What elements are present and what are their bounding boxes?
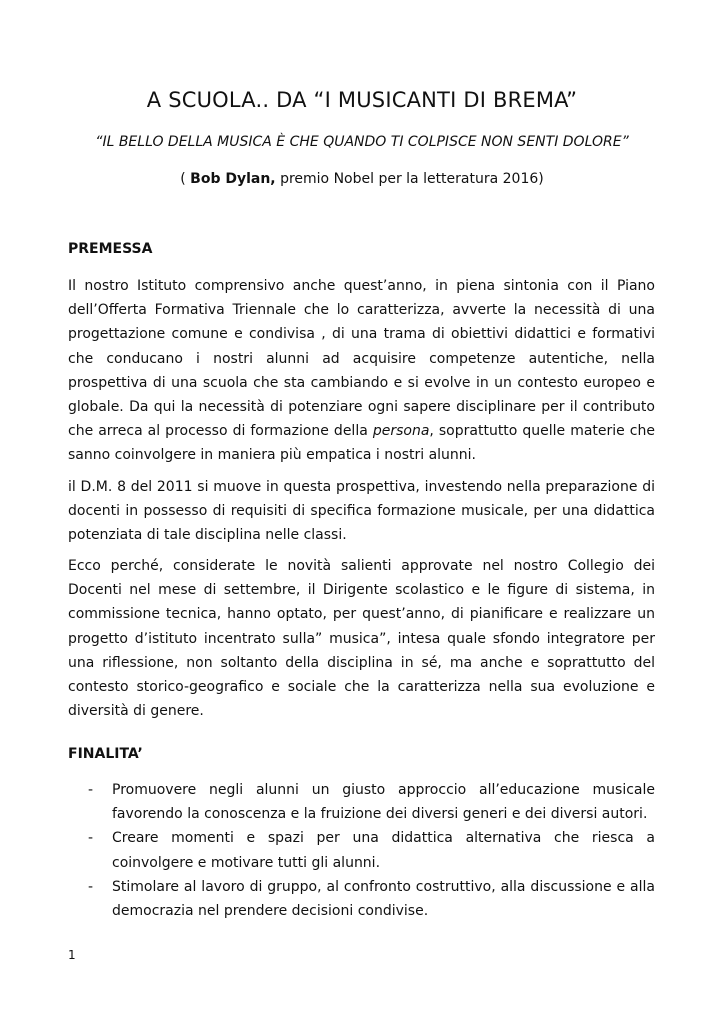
list-item	[68, 875, 655, 923]
premessa-paragraph-1	[68, 274, 655, 468]
page-number: 1	[68, 948, 76, 962]
paragraph-1-text-b: , soprattutto quelle materie che sanno coinvolgere in maniera più empatica i nostri alunni.	[68, 423, 655, 464]
premessa-paragraph-3: Ecco perché, considerate le novità salienti approvate nel nostro Collegio dei Docenti nel mese di settembre, il Dirigente scolastico e le figure di sistema, in commissione tecnica, hanno optato, per quest’anno, di pianificare e realizzare un progetto d’istituto incentrato sulla” musica”, intesa quale sfondo integratore per una riflessione, non soltanto della disciplina in sé, ma anche e soprattutto del contesto storico-geografico e sociale che la caratterizza nella sua evoluzione e diversità di genere.	[68, 558, 655, 720]
finalita-heading: FINALITA’	[68, 746, 143, 762]
premessa-heading: PREMESSA	[68, 241, 153, 257]
attribution-rest: premio Nobel per la letteratura 2016)	[275, 171, 544, 187]
quote-attribution	[0, 171, 724, 187]
list-item	[68, 778, 655, 826]
bullet-dash: -	[88, 878, 94, 895]
paragraph-1-emphasis: persona	[372, 423, 430, 440]
list-item	[68, 826, 655, 874]
document-title: A SCUOLA.. DA “I MUSICANTI DI BREMA”	[146, 88, 578, 112]
finalita-list	[68, 778, 655, 923]
attribution-author: Bob Dylan,	[190, 171, 276, 187]
paragraph-1-text-a: Il nostro Istituto comprensivo anche quest’anno, in piena sintonia con il Piano dell’Offerta Formativa Triennale che lo caratterizza, avverte la necessità di una progettazione comune e condivisa , di una trama di obiettivi didattici e formativi che conducano i nostri alunni ad acquisire competenze autentiche, nella prospettiva di una scuola che sta cambiando e si evolve in un contesto europeo e globale. Da qui la necessità di potenziare ogni sapere disciplinare per il contributo che arreca al processo di formazione della	[68, 278, 655, 440]
list-item-text: Creare momenti e spazi per una didattica alternativa che riesca a coinvolgere e motivare tutti gli alunni.	[112, 830, 655, 871]
bullet-dash: -	[88, 830, 94, 847]
list-item-text: Promuovere negli alunni un giusto approccio all’educazione musicale favorendo la conoscenza e la fruizione dei diversi generi e dei diversi autori.	[112, 782, 655, 823]
list-item-text: Stimolare al lavoro di gruppo, al confronto costruttivo, alla discussione e alla democrazia nel prendere decisioni condivise.	[112, 878, 655, 920]
bullet-dash: -	[88, 782, 94, 798]
premessa-paragraph-2: il D.M. 8 del 2011 si muove in questa prospettiva, investendo nella preparazione di docenti in possesso di requisiti di specifica formazione musicale, per una didattica potenziata di tale disciplina nelle classi.	[68, 479, 655, 544]
quote: “IL BELLO DELLA MUSICA È CHE QUANDO TI COLPISCE NON SENTI DOLORE”	[95, 134, 629, 150]
attribution-open: (	[180, 171, 191, 187]
